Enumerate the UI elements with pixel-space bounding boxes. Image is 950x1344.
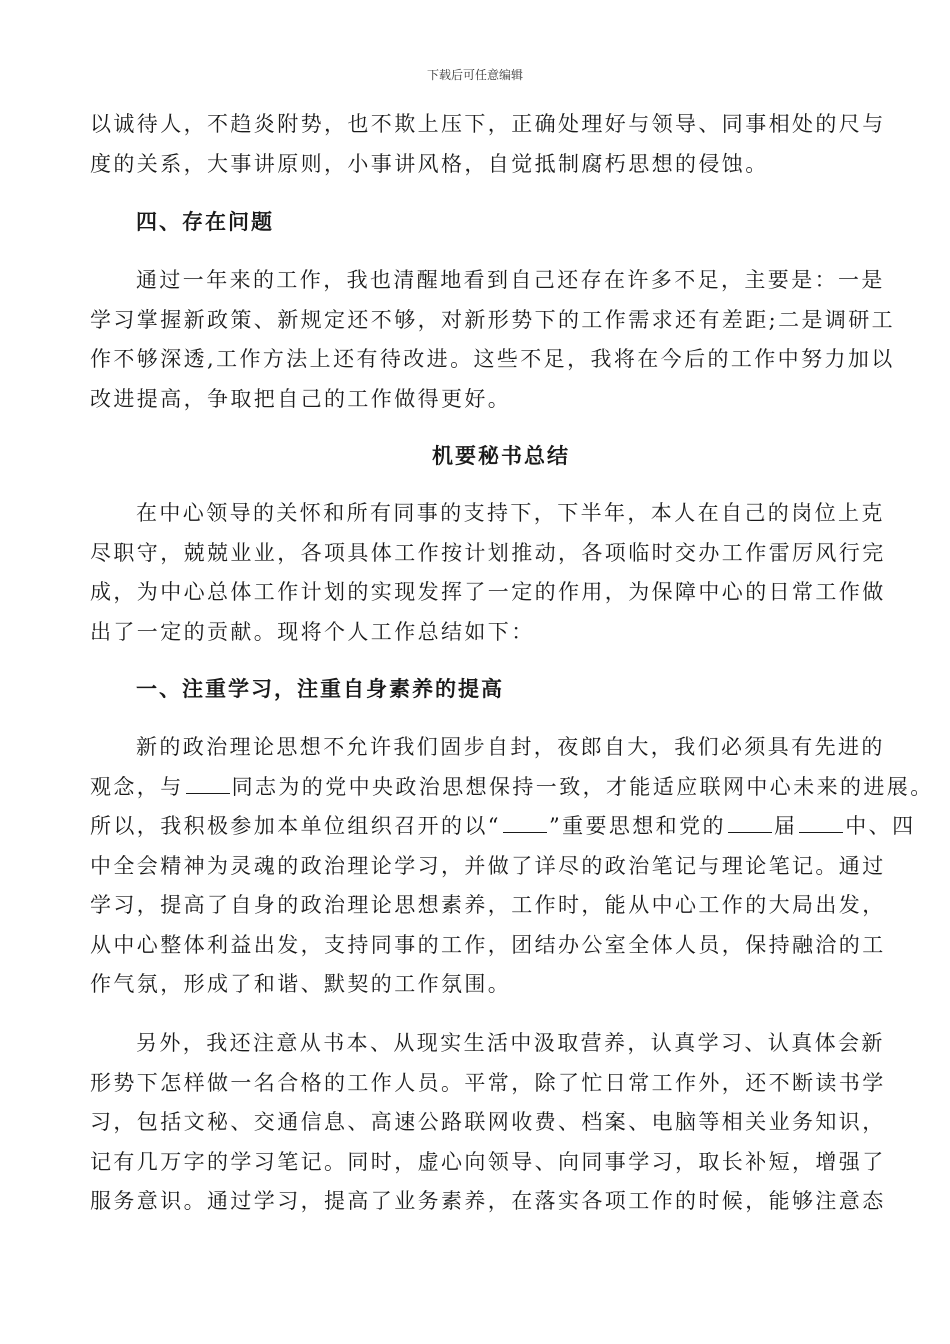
text-segment: 同志为的党中央政治思想保持一致，才能适应联网中心未来的进展。	[231, 775, 934, 799]
text-line: 尽职守，兢兢业业，各项具体工作按计划推动，各项临时交办工作雷厉风行完	[90, 541, 886, 565]
text-line: 中全会精神为灵魂的政治理论学习，并做了详尽的政治笔记与理论笔记。通过	[90, 854, 886, 878]
blank-underline	[186, 776, 230, 794]
section-heading: 一、注重学习，注重自身素养的提高	[136, 677, 504, 701]
text-line: 新的政治理论思想不允许我们固步自封，夜郎自大，我们必须具有先进的	[136, 735, 885, 759]
text-line: 记有几万字的学习笔记。同时，虚心向领导、向同事学习，取长补短，增强了	[90, 1150, 886, 1174]
page-header: 下载后可任意编辑	[426, 68, 523, 82]
section-heading: 四、存在问题	[136, 210, 274, 234]
text-line: 从中心整体利益出发，支持同事的工作，团结办公室全体人员，保持融洽的工	[90, 933, 886, 957]
text-line: 在中心领导的关怀和所有同事的支持下，下半年，本人在自己的岗位上克	[136, 501, 885, 525]
blank-underline	[728, 815, 772, 833]
text-line: 度的关系，大事讲原则，小事讲风格，自觉抵制腐朽思想的侵蚀。	[90, 152, 769, 176]
text-segment: 观念，与	[90, 775, 184, 799]
text-segment: ”重要思想和党的	[548, 814, 726, 838]
text-segment: 中、四	[845, 814, 916, 838]
text-line: 作气氛，形成了和谐、默契的工作氛围。	[90, 972, 512, 996]
text-line: 学习掌握新政策、新规定还不够，对新形势下的工作需求还有差距;二是调研工	[90, 308, 896, 332]
text-line: 通过一年来的工作，我也清醒地看到自己还存在许多不足，主要是：一是	[136, 268, 885, 292]
text-line: 改进提高，争取把自己的工作做得更好。	[90, 387, 512, 411]
text-segment: 所以，我积极参加本单位组织召开的以“	[90, 814, 501, 838]
blank-underline	[503, 815, 547, 833]
text-segment: 届	[773, 814, 798, 838]
text-line: 习，包括文秘、交通信息、高速公路联网收费、档案、电脑等相关业务知识，	[90, 1110, 886, 1134]
section-heading: 机要秘书总结	[432, 444, 570, 468]
text-line: 学习，提高了自身的政治理论思想素养，工作时，能从中心工作的大局出发，	[90, 893, 886, 917]
text-line-with-blanks	[90, 810, 915, 840]
text-line-with-blanks	[90, 771, 934, 801]
text-line: 另外，我还注意从书本、从现实生活中汲取营养，认真学习、认真体会新	[136, 1031, 885, 1055]
blank-underline	[799, 815, 843, 833]
text-line: 以诚待人，不趋炎附势，也不欺上压下，正确处理好与领导、同事相处的尺与	[90, 112, 886, 136]
text-line: 服务意识。通过学习，提高了业务素养，在落实各项工作的时候，能够注意态	[90, 1189, 886, 1213]
text-line: 作不够深透,工作方法上还有待改进。这些不足，我将在今后的工作中努力加以	[90, 347, 895, 371]
text-line: 成，为中心总体工作计划的实现发挥了一定的作用，为保障中心的日常工作做	[90, 580, 886, 604]
text-line: 出了一定的贡献。现将个人工作总结如下：	[90, 620, 535, 644]
text-line: 形势下怎样做一名合格的工作人员。平常，除了忙日常工作外，还不断读书学	[90, 1071, 886, 1095]
